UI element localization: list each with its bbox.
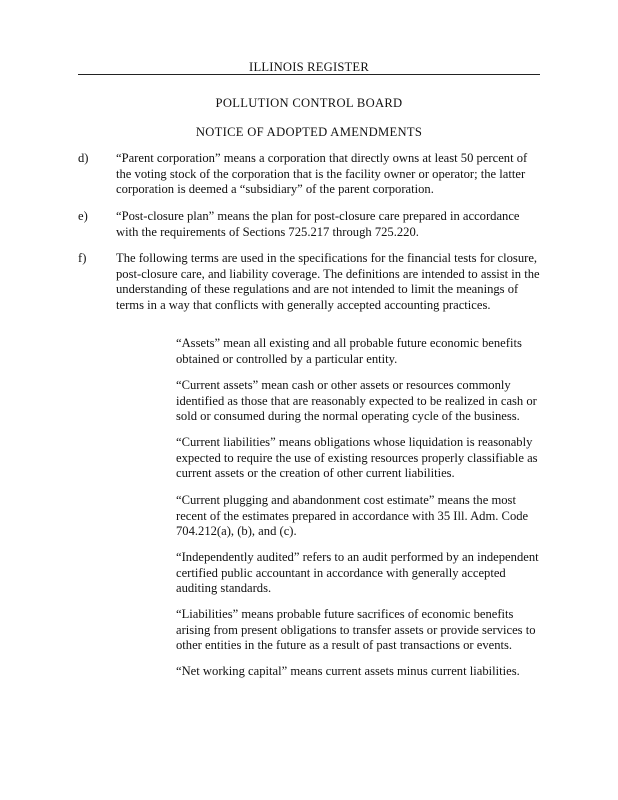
definition-assets: “Assets” mean all existing and all probable future economic benefits obtained or controlled by a particular entity.	[176, 336, 522, 366]
item-marker: d)	[78, 151, 89, 165]
definition-independently-audited: “Independently audited” refers to an audit performed by an independent certified public accountant in accordance with generally accepted auditing standards.	[176, 550, 539, 595]
register-title-text: ILLINOIS REGISTER	[249, 60, 369, 74]
item-marker: f)	[78, 251, 87, 265]
board-heading: POLLUTION CONTROL BOARD	[215, 96, 403, 110]
definition-liabilities: “Liabilities” means probable future sacrifices of economic benefits arising from present obligations to transfer assets or provide services to other entities in the future as a result of past transactions or events.	[176, 607, 536, 652]
item-text: “Parent corporation” means a corporation that directly owns at least 50 percent of the voting stock of the corporation that is the facility owner or operator; the latter corporation is deemed a “subsidiary” of the parent corporation.	[116, 151, 528, 196]
register-title	[0, 60, 618, 76]
definition-current-liabilities: “Current liabilities” means obligations whose liquidation is reasonably expected to require the use of existing resources properly classifiable as current assets or the creation of other current liabilities.	[176, 435, 538, 480]
item-marker: e)	[78, 209, 88, 223]
item-text: “Post-closure plan” means the plan for post-closure care prepared in accordance with the requirements of Sections 725.217 through 725.220.	[116, 209, 520, 239]
definition-plugging-estimate: “Current plugging and abandonment cost estimate” means the most recent of the estimates prepared in accordance with 35 Ill. Adm. Code 704.212(a), (b), and (c).	[176, 493, 529, 538]
item-text: The following terms are used in the specifications for the financial tests for closure, post-closure care, and liability coverage. The definitions are intended to assist in the understanding of these regulations and are not intended to limit the meanings of terms in a way that conflicts with generally accepted accounting practices.	[116, 251, 540, 312]
notice-heading: NOTICE OF ADOPTED AMENDMENTS	[195, 125, 423, 139]
definition-current-assets: “Current assets” mean cash or other assets or resources commonly identified as those that are reasonably expected to be realized in cash or sold or consumed during the normal operating cycle of the business.	[176, 378, 537, 423]
definition-net-working-capital: “Net working capital” means current assets minus current liabilities.	[176, 664, 520, 678]
